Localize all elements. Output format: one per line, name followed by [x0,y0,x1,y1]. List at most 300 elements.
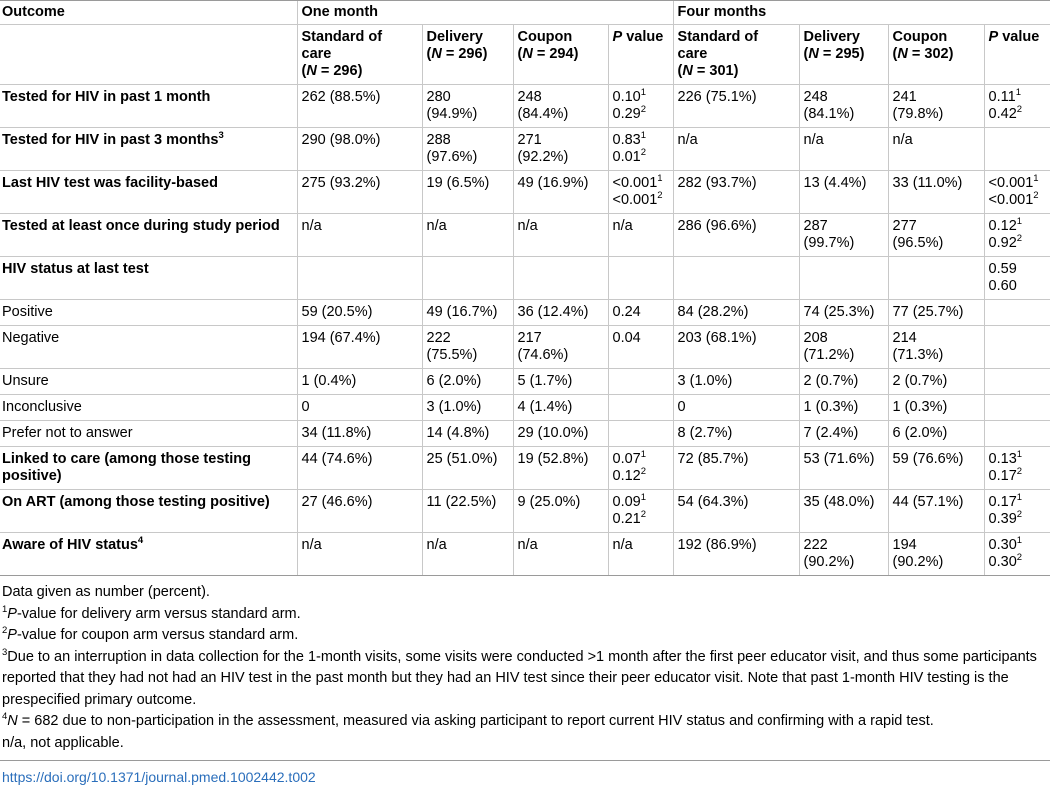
cell-value: 3 (1.0%) [426,399,482,415]
table-cell [799,326,888,369]
n-equals: = [907,46,925,62]
cell-value: 11 (22.5%) [426,494,497,510]
cell-line [427,330,510,347]
cell-line [302,330,419,347]
cell-value: 25 (51.0%) [426,451,498,467]
cell-value: 19 (52.8%) [517,451,589,467]
footnote-4: $^4$N = 682 due to non-participation in the assessment, measured via asking participant to report current HIV status and confirming with a rapid test. [2,711,934,729]
cell-value: n/a [426,537,447,553]
footnote-ref: 4 [137,535,144,547]
footnote-3: $^3$Due to an interruption in data collection for the 1-month visits, some visits were conducted >1 month after the first peer educator visit, and thus some participants reported that they had not had an HIV test in the past month but they had an HIV test since their peer educator visit. Note that past 1-month HIV testing is the prespecified primary outcome. [2,646,1037,708]
cell-line [804,218,885,235]
table-cell [888,395,984,421]
cell-value: 44 (74.6%) [301,451,373,467]
cell-line [804,373,885,390]
cell-line [678,89,796,106]
table-cell [297,257,422,300]
cell-value: 9 (25.0%) [517,494,581,510]
cell-value: 0.83 [612,132,641,148]
cell-line [678,218,796,235]
table-cell [888,300,984,326]
cell-line [989,554,1048,571]
row-label-text: HIV status at last test [2,261,149,277]
table-cell [799,421,888,447]
table-cell [608,533,673,576]
cell-value: (74.6%) [517,347,569,363]
p-value-header [608,25,673,85]
table-cell [888,326,984,369]
cell-line [678,373,796,390]
arm-name-2: care [301,46,332,62]
row-label [0,257,297,300]
n-value: 302 [924,46,949,62]
cell-value: (99.7%) [803,235,855,251]
cell-value: 262 (88.5%) [301,89,381,105]
cell-value: (94.9%) [426,106,478,122]
table-cell [888,171,984,214]
arm-header [799,25,888,85]
table-row [0,326,1050,369]
table-cell [297,85,422,128]
cell-value: 194 [892,537,917,553]
table-cell [799,533,888,576]
header-row-arms [0,25,1050,85]
table-cell [799,214,888,257]
table-cell [297,447,422,490]
cell-line [893,425,981,442]
cell-value: 0.11 [988,89,1016,105]
cell-value: 1 (0.3%) [803,399,859,415]
table-cell [673,369,799,395]
table-row [0,421,1050,447]
cell-value: 44 (57.1%) [892,494,964,510]
table-cell [984,128,1050,171]
table-cell [799,128,888,171]
table-cell [608,85,673,128]
arm-name: Standard of [301,29,383,45]
table-cell [673,128,799,171]
table-cell [673,214,799,257]
table-cell [297,300,422,326]
row-label-text: Tested for HIV in past 3 months [2,132,219,148]
cell-value: (97.6%) [426,149,478,165]
cell-value: 277 [892,218,917,234]
table-cell [984,300,1050,326]
table-row [0,257,1050,300]
cell-line [302,494,419,511]
row-label [0,128,297,171]
table-cell [799,171,888,214]
footnote-ref: 1 [640,492,647,504]
cell-line [893,304,981,321]
outcome-header: Outcome [0,1,297,25]
row-label [0,421,297,447]
row-label [0,447,297,490]
footnote-ref: 2 [1016,233,1023,245]
cell-value: n/a [612,537,633,553]
cell-line [893,89,981,106]
cell-value: 74 (25.3%) [803,304,875,320]
cell-line [678,494,796,511]
cell-line [804,132,885,149]
cell-value: 4 (1.4%) [517,399,573,415]
table-cell [422,395,513,421]
cell-value: n/a [677,132,698,148]
cell-value: 49 (16.7%) [426,304,498,320]
cell-line [427,451,510,468]
table-cell [422,447,513,490]
cell-line [613,149,670,166]
cell-value: 54 (64.3%) [677,494,749,510]
cell-value: 0.92 [988,235,1017,251]
table-cell [422,214,513,257]
row-label [0,490,297,533]
table-cell [888,85,984,128]
one-month-header: One month [297,1,673,25]
cell-line [678,399,796,416]
cell-value: 14 (4.8%) [426,425,490,441]
cell-line [613,106,670,123]
cell-line [613,218,670,235]
table-cell [673,85,799,128]
arm-n: (N = 302) [892,46,954,62]
cell-value: 214 [892,330,917,346]
cell-line [804,399,885,416]
cell-value: 290 (98.0%) [301,132,381,148]
table-cell [984,490,1050,533]
cell-value: 0.60 [988,278,1017,294]
cell-line [427,106,510,123]
cell-value: (71.2%) [803,347,855,363]
cell-line [804,175,885,192]
cell-line [613,537,670,554]
cell-value: 0.59 [988,261,1017,277]
cell-line [518,304,605,321]
cell-line [302,175,419,192]
cell-line [893,235,981,252]
cell-value: 0.21 [612,511,641,527]
table-cell [422,326,513,369]
footnote-na: n/a, not applicable. [2,734,124,751]
cell-value: 8 (2.7%) [677,425,733,441]
cell-line [893,554,981,571]
table-cell [984,421,1050,447]
table-cell [608,369,673,395]
arm-name: Standard of [677,29,759,45]
cell-value: 0 [301,399,310,415]
arm-header [673,25,799,85]
cell-line [427,537,510,554]
table-cell [673,300,799,326]
cell-line [518,218,605,235]
row-label [0,369,297,395]
cell-line [893,451,981,468]
doi-bar [0,760,1050,785]
cell-line [893,494,981,511]
table-cell [673,421,799,447]
cell-value: 248 [517,89,542,105]
table-cell [888,369,984,395]
row-label [0,214,297,257]
cell-line [427,399,510,416]
footnote-2: $^2$P-value for coupon arm versus standard arm. [2,625,299,643]
cell-value: 1 (0.3%) [892,399,948,415]
arm-n: (N = 294) [517,46,579,62]
arm-name: Delivery [426,29,483,45]
cell-line [613,192,670,209]
table-cell [984,257,1050,300]
cell-line [804,554,885,571]
table-cell [799,300,888,326]
table-cell [513,85,608,128]
table-cell [608,490,673,533]
table-cell [513,447,608,490]
cell-line [989,511,1048,528]
cell-value: 0 [677,399,686,415]
cell-line [427,373,510,390]
cell-line [302,373,419,390]
table-cell [608,421,673,447]
table-cell [422,369,513,395]
cell-line [427,149,510,166]
cell-value: 6 (2.0%) [892,425,948,441]
cell-line [893,106,981,123]
row-label [0,171,297,214]
cell-line [678,537,796,554]
table-cell [673,447,799,490]
n-value: 296 [458,46,483,62]
cell-value: 271 [517,132,542,148]
footnote-ref: 2 [1016,552,1023,564]
table-cell [984,85,1050,128]
cell-value: n/a [301,218,322,234]
footnote-ref: 3 [218,130,224,142]
footnote-ref: 2 [640,147,647,159]
footnote-ref: 1 [1033,173,1039,185]
cell-value: 35 (48.0%) [803,494,875,510]
cell-line [518,537,605,554]
table-cell [513,395,608,421]
cell-value: 222 [426,330,451,346]
footnote-ref: 2 [640,509,647,521]
cell-line [427,304,510,321]
table-cell [888,421,984,447]
row-label-text: Negative [2,330,60,346]
cell-value: 1 (0.4%) [301,373,357,389]
cell-line [427,132,510,149]
table-cell [608,447,673,490]
table-row [0,533,1050,576]
footnote-ref: 1 [640,130,647,142]
cell-value: 0.42 [988,106,1017,122]
cell-value: 287 [803,218,828,234]
cell-line [804,494,885,511]
cell-value: 194 (67.4%) [301,330,381,346]
cell-line [613,511,670,528]
cell-line [518,399,605,416]
table-cell [799,490,888,533]
cell-value: n/a [517,218,538,234]
footnote-ref: 1 [657,173,663,185]
cell-line [989,192,1048,209]
cell-value: 19 (6.5%) [426,175,490,191]
cell-line [893,347,981,364]
arm-header [297,25,422,85]
cell-line [989,235,1048,252]
arm-n: (N = 295) [803,46,865,62]
cell-line [804,347,885,364]
footnote-ref: 2 [640,466,647,478]
cell-line [989,468,1048,485]
cell-line [518,330,605,347]
p-symbol: P [612,29,623,45]
table-cell [673,171,799,214]
arm-n: (N = 296) [426,46,488,62]
doi-link[interactable]: https://doi.org/10.1371/journal.pmed.1002442.t002 [2,769,316,785]
table-cell [984,447,1050,490]
cell-line [518,175,605,192]
table-cell [673,257,799,300]
row-label-text: Inconclusive [2,399,82,415]
cell-line [893,399,981,416]
table-cell [513,214,608,257]
cell-value: 34 (11.8%) [301,425,372,441]
table-cell [799,447,888,490]
cell-value: (84.1%) [803,106,855,122]
cell-value: 275 (93.2%) [301,175,381,191]
arm-name: Coupon [892,29,948,45]
cell-value: 27 (46.6%) [301,494,373,510]
row-label-text: Linked to care (among those testing positive) [2,451,251,484]
n-symbol: N [808,46,819,62]
cell-value: 241 [892,89,917,105]
cell-line [804,89,885,106]
table-cell [422,128,513,171]
arm-name-2: care [677,46,708,62]
value-word: value [626,29,664,45]
table-cell [888,447,984,490]
table-cell [984,395,1050,421]
cell-line [893,132,981,149]
cell-line [678,330,796,347]
cell-line [678,451,796,468]
table-cell [673,395,799,421]
p-value-header [984,25,1050,85]
n-equals: = [532,46,550,62]
row-label-text: Last HIV test was facility-based [2,175,218,191]
table-row [0,214,1050,257]
cell-value: 77 (25.7%) [892,304,964,320]
table-cell [422,257,513,300]
footnote-ref: 2 [640,104,647,116]
arm-header [513,25,608,85]
cell-value: 7 (2.4%) [803,425,859,441]
table-cell [608,214,673,257]
table-cell [608,300,673,326]
cell-value: 282 (93.7%) [677,175,757,191]
table-row [0,171,1050,214]
cell-value: 0.39 [988,511,1017,527]
table-cell [799,85,888,128]
cell-value: 222 [803,537,828,553]
footnote-ref: 1 [640,87,647,99]
row-label-text: Positive [2,304,53,320]
four-months-header: Four months [673,1,1050,25]
cell-line [613,304,670,321]
cell-line [302,304,419,321]
n-symbol: N [897,46,908,62]
cell-value: 286 (96.6%) [677,218,757,234]
cell-value: 53 (71.6%) [803,451,875,467]
table-cell [297,214,422,257]
header-row-groups [0,1,1050,25]
table-cell [297,490,422,533]
row-label [0,395,297,421]
cell-line [893,330,981,347]
row-label [0,85,297,128]
cell-line [518,451,605,468]
cell-value: 33 (11.0%) [892,175,963,191]
cell-value: 0.12 [988,218,1017,234]
arm-header [888,25,984,85]
cell-line [518,425,605,442]
value-word: value [1002,29,1040,45]
arm-name: Delivery [803,29,860,45]
cell-line [518,89,605,106]
cell-value: (75.5%) [426,347,478,363]
cell-line [302,451,419,468]
cell-value: n/a [892,132,913,148]
n-symbol: N [522,46,533,62]
row-label-text: Tested at least once during study period [2,218,280,234]
table-cell [422,421,513,447]
n-value: 296 [333,63,358,79]
table-cell [513,533,608,576]
cell-value: 0.30 [988,554,1017,570]
table-cell [297,171,422,214]
cell-value: n/a [301,537,322,553]
arm-name: Coupon [517,29,573,45]
arm-n: (N = 296) [301,63,363,79]
cell-line [893,218,981,235]
cell-line [804,537,885,554]
footnote-ref: 1 [640,449,647,461]
cell-line [427,494,510,511]
table-cell [984,171,1050,214]
cell-line [427,425,510,442]
cell-value: n/a [612,218,633,234]
table-row [0,395,1050,421]
cell-line [804,304,885,321]
table-cell [608,395,673,421]
table-cell [422,171,513,214]
table-cell [673,326,799,369]
table-cell [888,214,984,257]
cell-line [678,425,796,442]
cell-value: n/a [426,218,447,234]
table-cell [513,128,608,171]
table-cell [888,490,984,533]
cell-value: 0.01 [612,149,641,165]
cell-line [518,373,605,390]
row-label-text: Prefer not to answer [2,425,133,441]
cell-value: 0.04 [612,330,641,346]
cell-value: 0.12 [612,468,641,484]
arm-n: (N = 301) [677,63,739,79]
cell-value: n/a [803,132,824,148]
cell-value: 2 (0.7%) [803,373,859,389]
cell-value: <0.001 [988,175,1034,191]
